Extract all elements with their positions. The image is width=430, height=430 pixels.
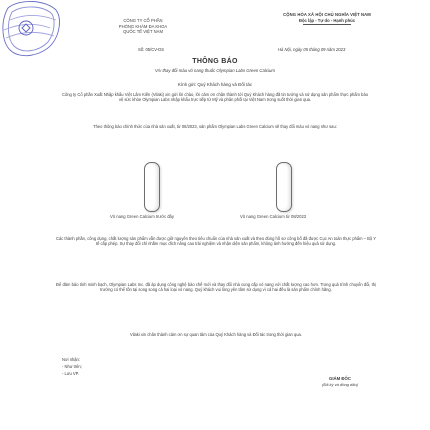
nation-name: CỘNG HÒA XÃ HỘI CHỦ NGHĨA VIỆT NAM <box>283 12 371 17</box>
recipients-item-1: - Như trên; <box>62 364 82 369</box>
company-name <box>108 18 178 35</box>
old-capsule-image <box>144 162 160 212</box>
motto-underline <box>303 24 351 25</box>
national-motto <box>252 12 402 25</box>
recipient-line: Kính gửi: Quý Khách hàng và Đối tác <box>177 82 253 87</box>
paragraph-change-notice: Theo thông báo chính thức của nhà sản xuất, từ 08/2023, sản phẩm Olympian Labs Green Calcium sẽ thay đổi màu vỏ nang như sau: <box>93 124 337 129</box>
recipients-item-2: - Lưu VP. <box>62 371 80 376</box>
new-capsule-image <box>276 162 292 212</box>
signature-block <box>300 376 380 387</box>
document-date: Hà Nội, ngày 05 tháng 09 năm 2023 <box>278 47 346 52</box>
new-capsule-label: Vỏ nang Green Calcium từ 08/2023 <box>240 214 307 219</box>
signer-role: GIÁM ĐỐC <box>329 376 351 381</box>
nation-motto: Độc lập - Tự do - Hạnh phúc <box>298 17 356 23</box>
old-capsule-label: Vỏ nang Green Calcium trước đây <box>110 214 174 219</box>
paragraph-quality: Các thành phần, công dụng, chất lượng sản phẩm vẫn được giữ nguyên theo tiêu chuẩn của nhà sản xuất và theo đúng hồ sơ công bố đã được Cục An toàn thực phẩm – Bộ Y tế cấp phép. Sự thay đổi chỉ nhằm mục đích nâng cao trải nghiệm và nhận diện sản phẩm, không ảnh hưởng đến hiệu quả sử dụng. <box>56 236 376 247</box>
capsule-comparison <box>0 160 430 212</box>
company-logo <box>0 0 108 62</box>
company-line-3: QUỐC TẾ VIỆT NAM <box>123 29 163 35</box>
recipients-label: Nơi nhận: <box>62 357 80 362</box>
document-subtitle: V/v thay đổi màu vỏ nang thuốc Olympian Labs Green Calcium <box>155 68 275 73</box>
paragraph-intro: Công ty Cổ phần Xuất Nhập khẩu Việt Lâm Kiến (Vilaki) xin gửi lời chào, lời cảm ơn chân thành tới Quý Khách hàng đã tin tưởng và sử dụng sản phẩm thực phẩm bảo vệ sức khỏe Olympian Labs nhập khẩu trực tiếp từ Mỹ và phân phối tại Việt Nam trong suốt thời gian qua. <box>62 92 368 103</box>
company-line-2: PHÒNG KHÁM ĐA KHOA <box>118 23 168 29</box>
document-header <box>0 0 430 62</box>
signer-note: (Đã ký và đóng dấu) <box>321 382 359 387</box>
document-title: THÔNG BÁO <box>192 58 238 65</box>
document-number: Số: 05/CV-DS <box>138 47 165 52</box>
paragraph-transition: Để đảm bảo tính minh bạch, Olympian Labs Inc. đã áp dụng công nghệ bào chế mới và thay đổi nhà cung cấp vỏ nang với chất lượng cao hơn. Trong quá trình chuyển đổi, thị trường có thể tồn tại song song cả hai loại vỏ nang. Quý khách vui lòng yên tâm sử dụng vì cả hai đều là sản phẩm chính hãng. <box>56 282 376 293</box>
paragraph-thanks: Vilaki xin chân thành cảm ơn sự quan tâm của Quý Khách hàng và Đối tác trong thời gian qua. <box>130 332 302 337</box>
company-line-1: CÔNG TY CỔ PHẦN <box>123 18 163 23</box>
